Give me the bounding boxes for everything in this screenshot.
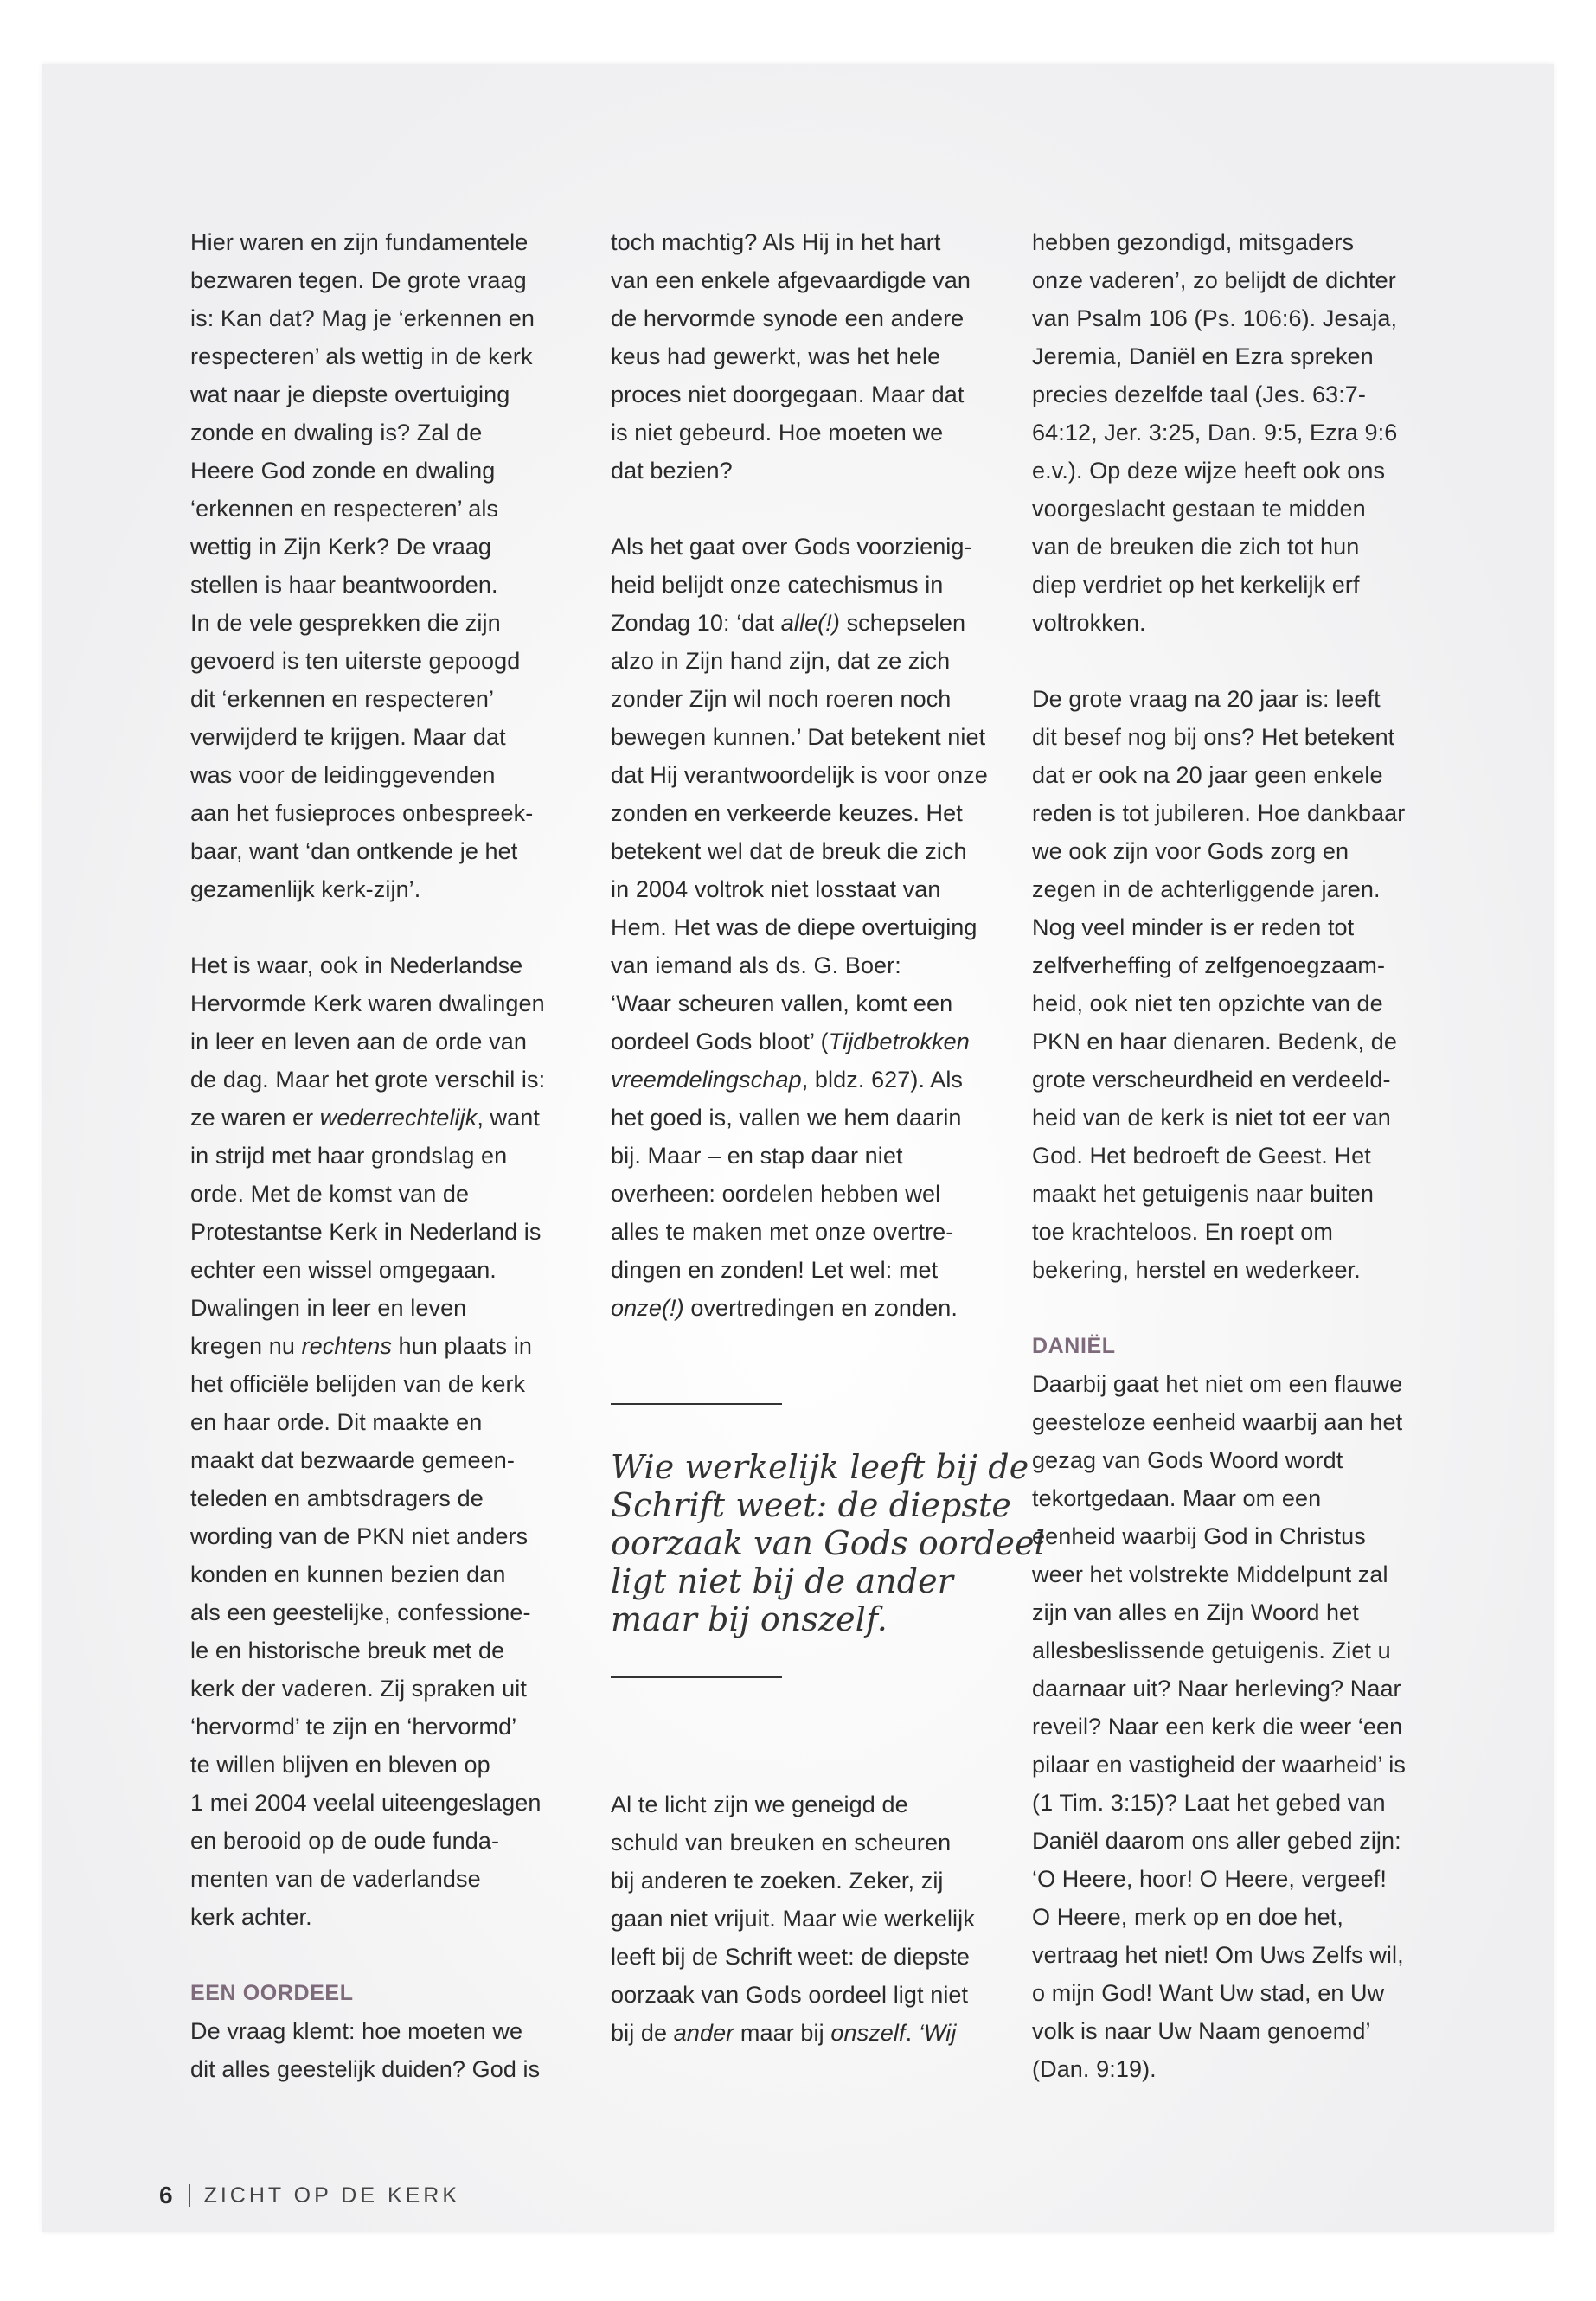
text-line: Wie werkelijk leeft bij de bbox=[611, 1448, 1029, 1486]
text-line: proces niet doorgegaan. Maar dat bbox=[611, 381, 965, 407]
text-line: daarnaar uit? Naar herleving? Naar bbox=[1032, 1676, 1401, 1702]
text-line: vertraag het niet! Om Uws Zelfs wil, bbox=[1032, 1942, 1404, 1968]
text-line: zonde en dwaling is? Zal de bbox=[190, 420, 483, 445]
emphasis-rechtens: rechtens bbox=[301, 1333, 392, 1359]
text-line: kerk der vaderen. Zij spraken uit bbox=[190, 1676, 527, 1702]
magazine-title: ZICHT OP DE KERK bbox=[203, 2182, 461, 2208]
text-line: is: Kan dat? Mag je ‘erkennen en bbox=[190, 305, 535, 331]
text-line: oorzaak van Gods oordeel ligt niet bbox=[611, 1982, 969, 2008]
text-line: verwijderd te krijgen. Maar dat bbox=[190, 724, 506, 750]
text-line: Heere God zonde en dwaling bbox=[190, 458, 496, 484]
text-line: teleden en ambtsdragers de bbox=[190, 1485, 484, 1511]
footer-divider bbox=[189, 2184, 190, 2207]
section-heading-een-oordeel: EEN OORDEEL bbox=[190, 1981, 354, 2005]
col1-paragraph-1 bbox=[190, 223, 571, 908]
column-1 bbox=[190, 223, 571, 2088]
page-number: 6 bbox=[159, 2182, 173, 2208]
text-line: dit ‘erkennen en respecteren’ bbox=[190, 686, 495, 712]
text-line: zegen in de achterliggende jaren. bbox=[1032, 876, 1381, 902]
text-line: zelfverheffing of zelfgenoegzaam- bbox=[1032, 952, 1386, 978]
text-line: te willen blijven en bleven op bbox=[190, 1752, 490, 1778]
text-line: Hier waren en zijn fundamentele bbox=[190, 229, 529, 255]
col2-paragraph-3: Al te licht zijn we geneigd de schuld van breuken en scheuren bij anderen te zoeken. Zeker, zij gaan niet vrijuit. Maar wie werkelijk leeft bij de Schrift weet: de diepste oorzaak van Gods oordeel ligt niet bij de ander maar bij onszelf. ‘Wij bbox=[611, 1785, 991, 2052]
text-line: alzo in Zijn hand zijn, dat ze zich bbox=[611, 648, 951, 674]
col3-paragraph-2 bbox=[1032, 680, 1413, 1289]
text-line: leeft bij de Schrift weet: de diepste bbox=[611, 1944, 970, 1970]
text-line: Nog veel minder is er reden tot bbox=[1032, 914, 1355, 940]
text-line: als een geestelijke, confessione- bbox=[190, 1599, 531, 1625]
text-line: maakt dat bezwaarde gemeen- bbox=[190, 1447, 515, 1473]
emphasis-ander: ander bbox=[673, 2020, 734, 2046]
text-line: ‘O Heere, hoor! O Heere, vergeef! bbox=[1032, 1866, 1387, 1892]
text-line: van Psalm 106 (Ps. 106:6). Jesaja, bbox=[1032, 305, 1398, 331]
col3-paragraph-1 bbox=[1032, 223, 1413, 642]
text-line: Hem. Het was de diepe overtuiging bbox=[611, 914, 977, 940]
text-line: ‘erkennen en respecteren’ als bbox=[190, 496, 499, 522]
text-line: van iemand als ds. G. Boer: bbox=[611, 952, 901, 978]
text-line: pilaar en vastigheid der waarheid’ is bbox=[1032, 1752, 1406, 1778]
text-line: dit besef nog bij ons? Het betekent bbox=[1032, 724, 1395, 750]
text-line: ‘Waar scheuren vallen, komt een bbox=[611, 990, 953, 1016]
col1-paragraph-2: Het is waar, ook in Nederlandse Hervormde Kerk waren dwalingen in leer en leven aan de orde van de dag. Maar het grote verschil is: ze waren er wederrechtelijk, want in strijd met haar grondslag en orde. Met de komst van de Protestantse Kerk in Nederland is echter een wissel omgegaan. Dwalingen in leer en leven kregen nu rechtens hun plaats in het officiële belijden van de kerk en haar orde. Dit maakte en maakt dat bezwaarde gemeen- teleden en ambtsdragers de wording van de PKN niet anders konden en kunnen bezien dan als een geestelijke, confessione- le en historische breuk met de kerk der vaderen. Zij spraken uit ‘hervormd’ te zijn en ‘hervormd’ te willen blijven en bleven op 1 mei 2004 veelal uiteengeslagen en berooid op de oude funda- menten van de vaderlandse kerk achter. bbox=[190, 946, 571, 1936]
text-line: hebben gezondigd, mitsgaders bbox=[1032, 229, 1355, 255]
emphasis-wij: ‘Wij bbox=[918, 2020, 957, 2046]
text-line: dat er ook na 20 jaar geen enkele bbox=[1032, 762, 1383, 788]
text-line: overheen: oordelen hebben wel bbox=[611, 1181, 941, 1207]
text-line: (Dan. 9:19). bbox=[1032, 2056, 1157, 2082]
text-line: alles te maken met onze overtre- bbox=[611, 1219, 954, 1245]
text-line: het goed is, vallen we hem daarin bbox=[611, 1105, 962, 1131]
text-line: respecteren’ als wettig in de kerk bbox=[190, 343, 533, 369]
text-line: precies dezelfde taal (Jes. 63:7- bbox=[1032, 381, 1367, 407]
text-line: diep verdriet op het kerkelijk erf bbox=[1032, 572, 1360, 598]
text-line: le en historische breuk met de bbox=[190, 1638, 505, 1663]
text-line: onze vaderen’, zo belijdt de dichter bbox=[1032, 267, 1396, 293]
text-line: volk is naar Uw Naam genoemd’ bbox=[1032, 2018, 1371, 2044]
text-line: wording van de PKN niet anders bbox=[190, 1523, 529, 1549]
text-line: dat Hij verantwoordelijk is voor onze bbox=[611, 762, 988, 788]
emphasis-onze: onze(!) bbox=[611, 1295, 684, 1321]
col2-paragraph-2: Als het gaat over Gods voorzienig- heid belijdt onze catechismus in Zondag 10: ‘dat alle(!) schepselen alzo in Zijn hand zijn, dat ze zich zonder Zijn wil noch roeren noch bewegen kunnen.’ Dat betekent niet dat Hij verantwoordelijk is voor onze zonden en verkeerde keuzes. Het betekent wel dat de breuk die zich in 2004 voltrok niet losstaat van Hem. Het was de diepe overtuiging van iemand als ds. G. Boer: ‘Waar scheuren vallen, komt een oordeel Gods bloot’ (Tijdbetrokken vreemdelingschap, bldz. 627). Als het goed is, vallen we hem daarin bij. Maar – en stap daar niet overheen: oordelen hebben wel alles te maken met onze overtre- dingen en zonden! Let wel: met onze(!) overtredingen en zonden. bbox=[611, 528, 991, 1327]
text-line: dingen en zonden! Let wel: met bbox=[611, 1257, 939, 1283]
text-line: o mijn God! Want Uw stad, en Uw bbox=[1032, 1980, 1385, 2006]
col3-paragraph-3 bbox=[1032, 1327, 1413, 2088]
page-footer bbox=[159, 2182, 460, 2209]
text-line: stellen is haar beantwoorden. bbox=[190, 572, 498, 598]
book-title-1: Tijdbetrokken bbox=[828, 1029, 970, 1054]
text-line: wat naar je diepste overtuiging bbox=[190, 381, 510, 407]
text-line: aan het fusieproces onbespreek- bbox=[190, 800, 534, 826]
text-line: voltrokken. bbox=[1032, 610, 1146, 636]
text-line: we ook zijn voor Gods zorg en bbox=[1032, 838, 1349, 864]
text-line: keus had gewerkt, was het hele bbox=[611, 343, 941, 369]
col2-paragraph-1 bbox=[611, 223, 991, 490]
pull-quote-rule-top bbox=[611, 1403, 782, 1405]
text-line: van de breuken die zich tot hun bbox=[1032, 534, 1360, 560]
text-line: wettig in Zijn Kerk? De vraag bbox=[190, 534, 492, 560]
text-line: Jeremia, Daniël en Ezra spreken bbox=[1032, 343, 1374, 369]
text-line: O Heere, merk op en doe het, bbox=[1032, 1904, 1343, 1930]
text-line: weer het volstrekte Middelpunt zal bbox=[1032, 1561, 1388, 1587]
text-line: De grote vraag na 20 jaar is: leeft bbox=[1032, 686, 1381, 712]
text-line: (1 Tim. 3:15)? Laat het gebed van bbox=[1032, 1790, 1386, 1816]
text-line: kerk achter. bbox=[190, 1904, 312, 1930]
column-3 bbox=[1032, 223, 1413, 2088]
text-line: en haar orde. Dit maakte en bbox=[190, 1409, 483, 1435]
text-line: bezwaren tegen. De grote vraag bbox=[190, 267, 527, 293]
text-line: is niet gebeurd. Hoe moeten we bbox=[611, 420, 944, 445]
text-line: bekering, herstel en wederkeer. bbox=[1032, 1257, 1361, 1283]
text-line: in 2004 voltrok niet losstaat van bbox=[611, 876, 941, 902]
text-line: bewegen kunnen.’ Dat betekent niet bbox=[611, 724, 986, 750]
text-line: zonder Zijn wil noch roeren noch bbox=[611, 686, 952, 712]
text-line: baar, want ‘dan ontkende je het bbox=[190, 838, 518, 864]
text-line: heid, ook niet ten opzichte van de bbox=[1032, 990, 1383, 1016]
text-line: oorzaak van Gods oordeel bbox=[611, 1524, 1045, 1562]
text-line: bij. Maar – en stap daar niet bbox=[611, 1143, 903, 1169]
text-line: eenheid waarbij God in Christus bbox=[1032, 1523, 1366, 1549]
text-line: Schrift weet: de diepste bbox=[611, 1486, 1012, 1524]
text-line: allesbeslissende getuigenis. Ziet u bbox=[1032, 1638, 1391, 1663]
pull-quote bbox=[611, 1448, 1045, 1638]
text-line: zonden en verkeerde keuzes. Het bbox=[611, 800, 963, 826]
text-line: voorgeslacht gestaan te midden bbox=[1032, 496, 1366, 522]
emphasis-wederrechtelijk: wederrechtelijk bbox=[319, 1105, 478, 1131]
text-line: In de vele gesprekken die zijn bbox=[190, 610, 501, 636]
text-line: betekent wel dat de breuk die zich bbox=[611, 838, 967, 864]
text-line: gaan niet vrijuit. Maar wie werkelijk bbox=[611, 1906, 975, 1932]
text-line: toe krachteloos. En roept om bbox=[1032, 1219, 1333, 1245]
text-line: 64:12, Jer. 3:25, Dan. 9:5, Ezra 9:6 bbox=[1032, 420, 1398, 445]
book-title-2: vreemdelingschap bbox=[611, 1067, 802, 1093]
text-line: gevoerd is ten uiterste gepoogd bbox=[190, 648, 521, 674]
text-line: maakt het getuigenis naar buiten bbox=[1032, 1181, 1374, 1207]
text-line: gezamenlijk kerk-zijn’. bbox=[190, 876, 421, 902]
text-line: dat bezien? bbox=[611, 458, 733, 484]
text-line: dit alles geestelijk duiden? God is bbox=[190, 2056, 541, 2082]
text-line: toch machtig? Als Hij in het hart bbox=[611, 229, 941, 255]
text-line: heid van de kerk is niet tot eer van bbox=[1032, 1105, 1391, 1131]
text-line: reveil? Naar een kerk die weer ‘een bbox=[1032, 1714, 1403, 1740]
text-line: zijn van alles en Zijn Woord het bbox=[1032, 1599, 1359, 1625]
col1-paragraph-3 bbox=[190, 1974, 571, 2088]
text-line: 1 mei 2004 veelal uiteengeslagen bbox=[190, 1790, 542, 1816]
text-line: van een enkele afgevaardigde van bbox=[611, 267, 971, 293]
text-line: e.v.). Op deze wijze heeft ook ons bbox=[1032, 458, 1386, 484]
text-line: ligt niet bij de ander bbox=[611, 1562, 953, 1600]
text-line: menten van de vaderlandse bbox=[190, 1866, 481, 1892]
text-line: reden is tot jubileren. Hoe dankbaar bbox=[1032, 800, 1406, 826]
text-line: en berooid op de oude funda- bbox=[190, 1828, 500, 1854]
text-line: De vraag klemt: hoe moeten we bbox=[190, 2018, 523, 2044]
text-line: grote verscheurdheid en verdeeld- bbox=[1032, 1067, 1391, 1093]
text-line: maar bij onszelf. bbox=[611, 1600, 888, 1638]
text-line: God. Het bedroeft de Geest. Het bbox=[1032, 1143, 1371, 1169]
text-line: Daniël daarom ons aller gebed zijn: bbox=[1032, 1828, 1401, 1854]
text-line: Daarbij gaat het niet om een flauwe bbox=[1032, 1371, 1403, 1397]
text-line: was voor de leidinggevenden bbox=[190, 762, 496, 788]
text-line: geesteloze eenheid waarbij aan het bbox=[1032, 1409, 1403, 1435]
text-line: gezag van Gods Woord wordt bbox=[1032, 1447, 1343, 1473]
text-line: bij anderen te zoeken. Zeker, zij bbox=[611, 1868, 944, 1894]
text-line: Al te licht zijn we geneigd de bbox=[611, 1791, 908, 1817]
emphasis-alle: alle(!) bbox=[780, 610, 840, 636]
section-heading-daniel: DANIËL bbox=[1032, 1334, 1116, 1358]
text-line: tekortgedaan. Maar om een bbox=[1032, 1485, 1322, 1511]
column-2 bbox=[611, 223, 1045, 2052]
text-line: het officiële belijden van de kerk bbox=[190, 1371, 526, 1397]
text-line: konden en kunnen bezien dan bbox=[190, 1561, 506, 1587]
text-line: schuld van breuken en scheuren bbox=[611, 1830, 952, 1856]
text-line: PKN en haar dienaren. Bedenk, de bbox=[1032, 1029, 1397, 1054]
emphasis-onszelf: onszelf bbox=[830, 2020, 906, 2046]
text-line: ‘hervormd’ te zijn en ‘hervormd’ bbox=[190, 1714, 517, 1740]
text-line: de hervormde synode een andere bbox=[611, 305, 965, 331]
